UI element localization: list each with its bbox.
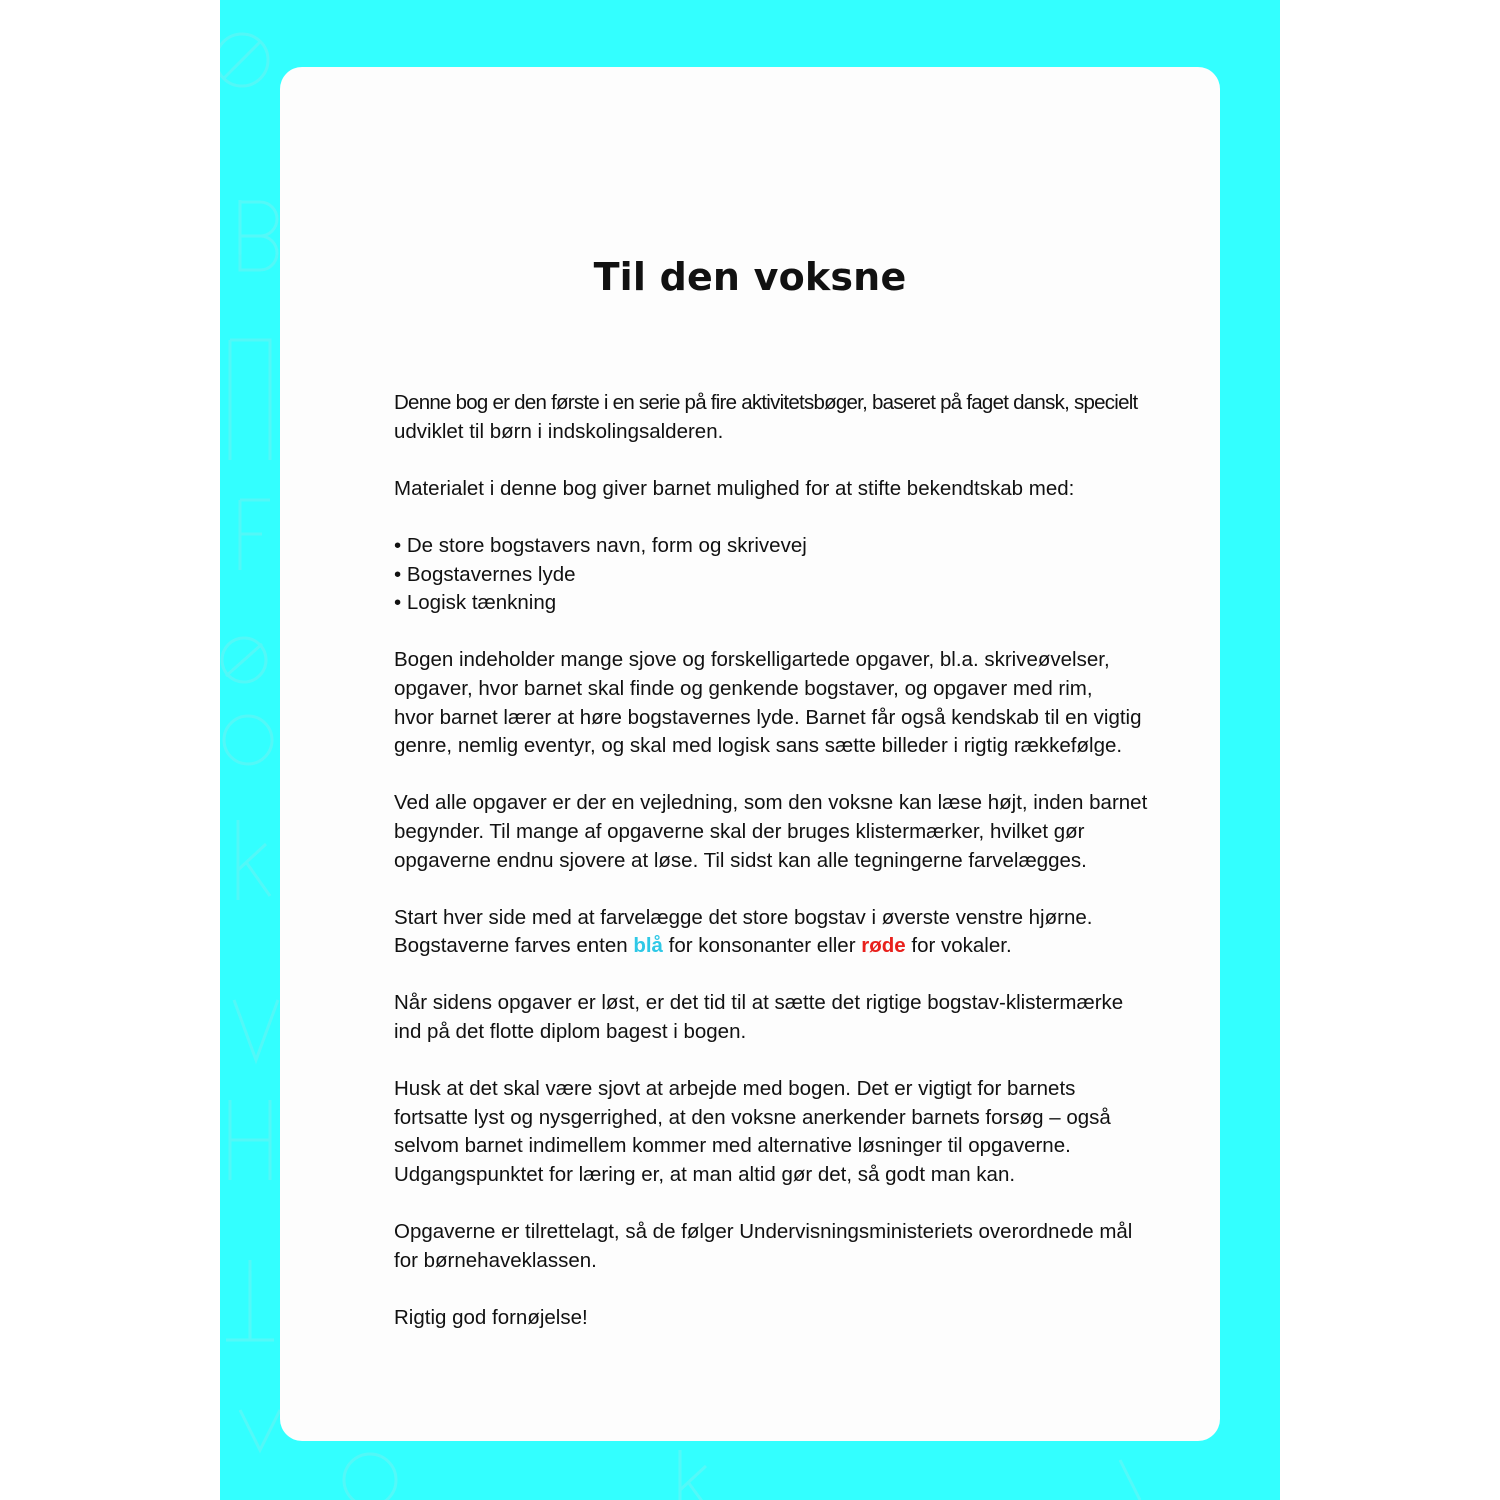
opgaver-paragraph [394, 646, 1164, 760]
text-line: selvom barnet indimellem kommer med alternative løsninger til opgaverne. [394, 1134, 1071, 1158]
text-line: ind på det flotte diplom bagest i bogen. [394, 1020, 747, 1044]
highlight-blue-word: blå [633, 934, 663, 958]
content-card [280, 67, 1220, 1441]
text-line: Når sidens opgaver er løst, er det tid til at sætte det rigtige bogstav-klistermærke [394, 991, 1124, 1015]
text-line: Udgangspunktet for læring er, at man altid gør det, så godt man kan. [394, 1163, 1016, 1187]
text-line: opgaverne endnu sjovere at løse. Til sidst kan alle tegningerne farvelægges. [394, 848, 1087, 872]
list-item: • Logisk tænkning [394, 591, 557, 615]
text-line: Husk at det skal være sjovt at arbejde med bogen. Det er vigtigt for barnets [394, 1077, 1076, 1101]
farve-paragraph [394, 904, 1164, 961]
text-line: udviklet til børn i indskolingsalderen. [394, 419, 724, 443]
bullet-list [394, 532, 1164, 618]
materiale-paragraph [394, 475, 1164, 504]
page-title: Til den voksne [593, 255, 907, 299]
diplom-paragraph [394, 989, 1164, 1046]
text-line: fortsatte lyst og nysgerrighed, at den voksne anerkender barnets forsøg – også [394, 1105, 1111, 1129]
intro-paragraph [394, 389, 1164, 446]
text-line: Ved alle opgaver er der en vejledning, som den voksne kan læse højt, inden barnet [394, 791, 1148, 815]
text-line: for børnehaveklassen. [394, 1248, 597, 1272]
text-line: Opgaverne er tilrettelagt, så de følger Undervisningsministeriets overordnede mål [394, 1220, 1133, 1244]
text-segment: for konsonanter eller [662, 934, 862, 958]
text-segment: for vokaler. [905, 934, 1012, 958]
vejledning-paragraph [394, 789, 1164, 875]
highlight-red-word: røde [861, 934, 906, 958]
text-line: Bogen indeholder mange sjove og forskelligartede opgaver, bl.a. skriveøvelser, [394, 648, 1110, 672]
text-line: genre, nemlig eventyr, og skal med logisk sans sætte billeder i rigtig rækkefølge. [394, 734, 1123, 758]
text-line: begynder. Til mange af opgaverne skal der bruges klistermærker, hvilket gør [394, 819, 1085, 843]
body-text [394, 389, 1164, 1361]
text-line: Materialet i denne bog giver barnet mulighed for at stifte bekendtskab med: [394, 476, 1075, 500]
page-background [220, 0, 1280, 1500]
husk-paragraph [394, 1075, 1164, 1189]
text-segment: Bogstaverne farves enten [394, 934, 634, 958]
list-item: • De store bogstavers navn, form og skrivevej [394, 533, 807, 557]
text-line: opgaver, hvor barnet skal finde og genkende bogstaver, og opgaver med rim, [394, 676, 1093, 700]
text-line: Start hver side med at farvelægge det store bogstav i øverste venstre hjørne. [394, 905, 1093, 929]
maal-paragraph [394, 1218, 1164, 1275]
text-line [394, 932, 1164, 961]
text-line: Denne bog er den første i en serie på fire aktivitetsbøger, baseret på faget dansk, specielt [394, 391, 1138, 414]
text-line: hvor barnet lærer at høre bogstavernes lyde. Barnet får også kendskab til en vigtig [394, 705, 1142, 729]
list-item: • Bogstavernes lyde [394, 562, 576, 586]
closing-paragraph [394, 1304, 1164, 1333]
text-line: Rigtig god fornøjelse! [394, 1306, 588, 1329]
